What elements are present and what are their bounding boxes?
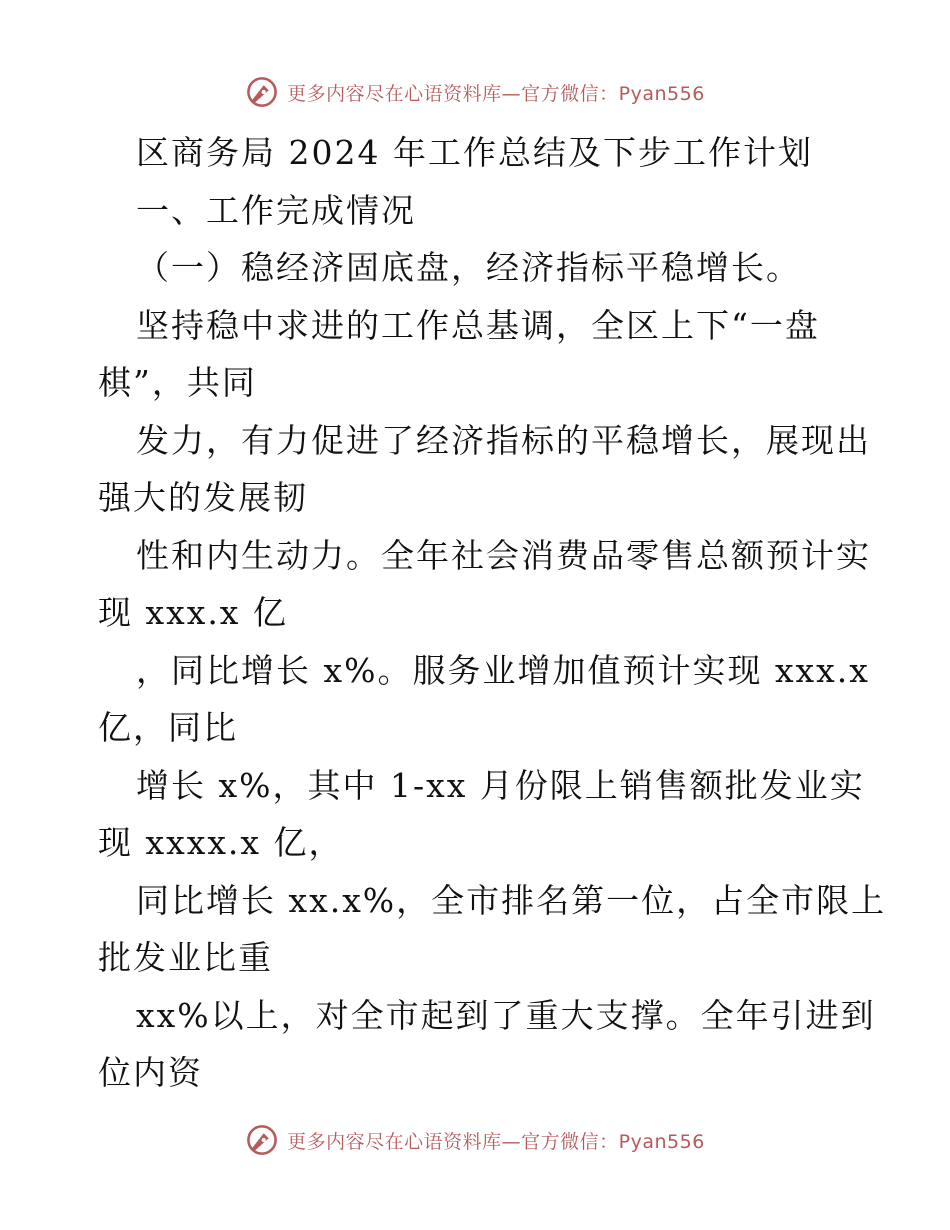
subsection-heading: （一）稳经济固底盘，经济指标平稳增长。 (136, 248, 801, 287)
paragraph-line: 亿，同比 (98, 708, 238, 747)
section-heading: 一、工作完成情况 (136, 190, 416, 230)
watermark-footer (0, 1120, 950, 1160)
document-body (98, 124, 887, 1102)
paragraph-line: 位内资 (98, 1053, 203, 1092)
paragraph-line: 发力，有力促进了经济指标的平稳增长，展现出 (136, 420, 871, 460)
paragraph-line: xx%以上，对全市起到了重大支撑。全年引进到 (136, 995, 876, 1035)
paragraph-line: 强大的发展韧 (98, 478, 308, 517)
paragraph-line: 坚持稳中求进的工作总基调，全区上下“一盘 (136, 305, 820, 345)
watermark-text: 更多内容尽在心语资料库—官方微信：Pyan556 (287, 82, 705, 105)
paragraph-line: 现 xxx.x 亿 (98, 593, 288, 632)
watermark-text: 更多内容尽在心语资料库—官方微信：Pyan556 (287, 1130, 705, 1153)
pen-nib-logo-icon (245, 1123, 279, 1157)
paragraph-line: 性和内生动力。全年社会消费品零售总额预计实 (136, 535, 871, 575)
paragraph-line: 同比增长 xx.x%，全市排名第一位，占全市限上 (136, 880, 887, 920)
paragraph-line: ，同比增长 x%。服务业增加值预计实现 xxx.x (136, 650, 870, 690)
document-title: 区商务局 2024 年工作总结及下步工作计划 (136, 133, 813, 172)
paragraph-line: 批发业比重 (98, 938, 273, 977)
paragraph-line: 棋”，共同 (98, 363, 257, 402)
paragraph-line: 增长 x%，其中 1-xx 月份限上销售额批发业实 (136, 765, 865, 805)
paragraph-line: 现 xxxx.x 亿， (98, 823, 344, 862)
pen-nib-logo-icon (245, 75, 279, 109)
watermark-header (0, 72, 950, 112)
